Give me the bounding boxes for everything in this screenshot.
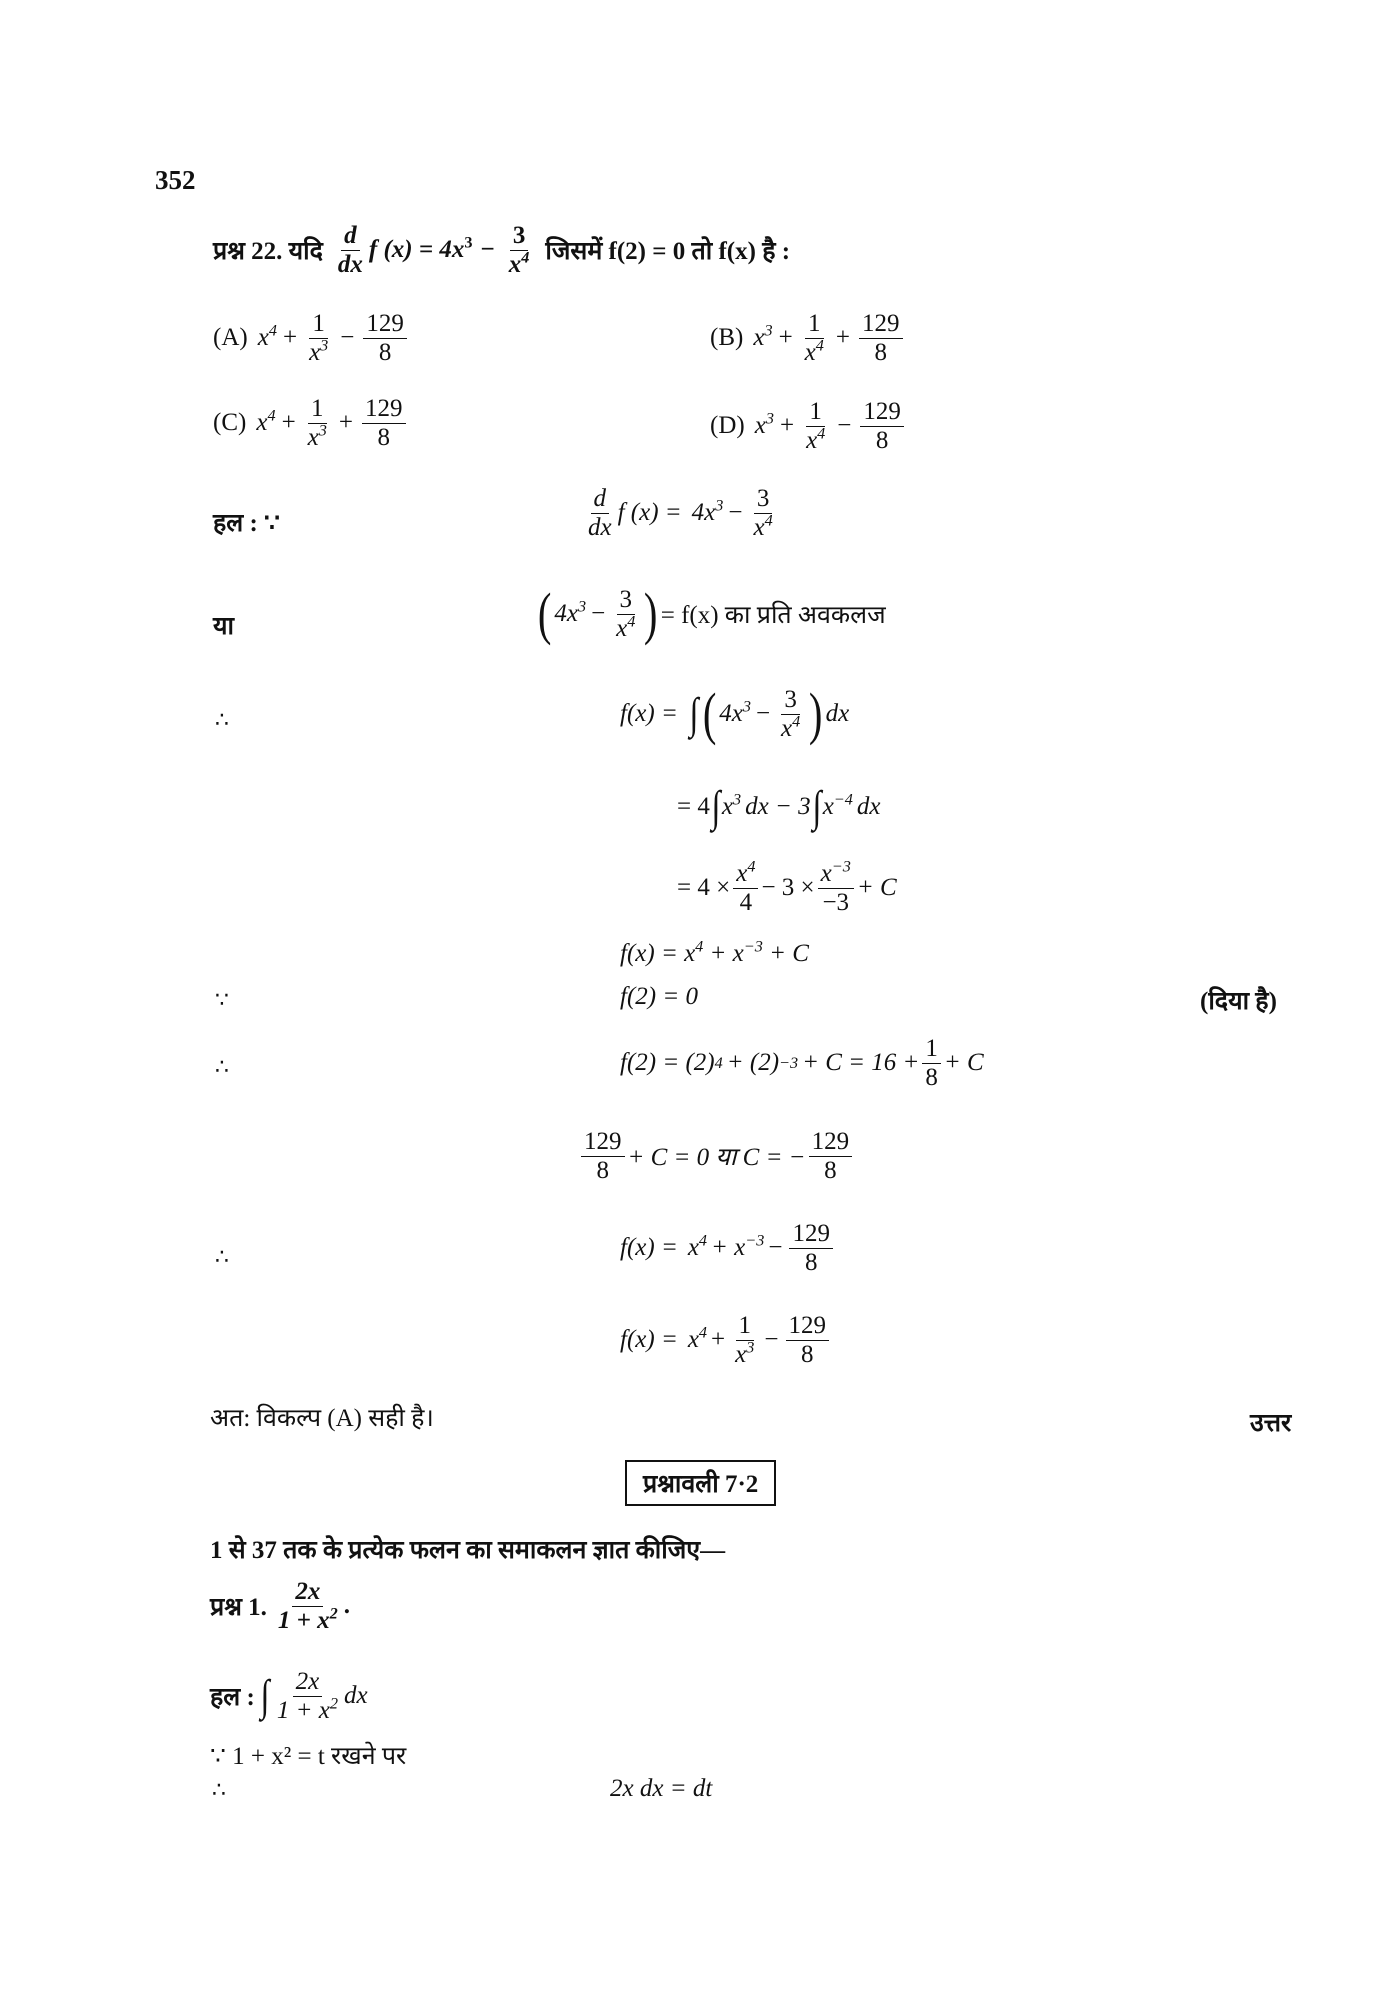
option-c-label: (C)	[213, 409, 247, 436]
step-antiderivative: ( $4x^3$ − $\frac{3}{x^4}$ ) = f(x) का प्रति अवकलज	[537, 581, 886, 646]
conclusion: अत: विकल्प (A) सही है।	[210, 1405, 434, 1432]
hal-label: हल :	[210, 1684, 255, 1711]
x: x	[687, 1326, 699, 1353]
x: x	[687, 1234, 699, 1261]
num: 3	[754, 485, 773, 514]
exp: 3	[746, 1337, 755, 1356]
den1: x	[806, 426, 818, 454]
x: x	[781, 714, 793, 742]
page-number: 352	[155, 165, 196, 195]
therefore-symbol: ∴	[215, 708, 229, 733]
den1: x	[804, 338, 816, 366]
exp: 3	[764, 321, 773, 340]
mid: + x	[711, 1234, 746, 1261]
or-label: या	[213, 613, 234, 640]
dx: dx	[588, 513, 612, 541]
exp: −3	[745, 1231, 765, 1250]
step-split-integral	[677, 782, 881, 831]
d-numerator: d	[341, 222, 360, 251]
exp: 3	[577, 597, 587, 616]
num: 2x	[293, 1668, 323, 1697]
dx: dx	[825, 700, 850, 727]
x: x	[616, 614, 628, 642]
den: 1 + x	[277, 1606, 330, 1634]
den: 8	[801, 1340, 814, 1368]
step-integral: f(x) = ∫ ( $4x^3$ − $\frac{3}{x^4}$ ) dx	[620, 681, 850, 746]
question-22	[213, 222, 790, 278]
mid: + x	[709, 940, 744, 967]
coef: = 4	[677, 793, 710, 820]
exp: 4	[695, 937, 704, 956]
minus: −	[768, 1234, 783, 1261]
den1: x	[309, 338, 321, 366]
three-over-x4	[506, 222, 533, 278]
option-c	[213, 395, 409, 451]
num1: 1	[309, 310, 328, 339]
num2: 129	[362, 395, 406, 424]
lhs: f (x) =	[617, 499, 682, 526]
minus: −	[755, 700, 771, 727]
option-a-label: (A)	[213, 324, 248, 351]
exp: 4	[627, 611, 636, 630]
step-evaluate	[677, 857, 897, 916]
exp: 3	[765, 409, 774, 428]
minus-sign: −	[480, 236, 495, 263]
num2: 129	[363, 310, 407, 339]
answer-tag: उत्तर	[1250, 1410, 1292, 1437]
den: 8	[824, 1156, 837, 1184]
option-d	[710, 398, 907, 454]
plus: +	[711, 1326, 726, 1353]
because-symbol: ∵	[215, 988, 229, 1013]
exp: 4	[747, 857, 756, 876]
fx-text: f (x) = 4x	[368, 236, 465, 263]
den2: 8	[378, 338, 392, 366]
a: f(2) = (2)	[620, 1049, 715, 1076]
num: 129	[809, 1128, 853, 1157]
b: + (2)	[726, 1049, 780, 1076]
denexp: 4	[815, 335, 824, 354]
lhs: f(x) =	[620, 1326, 678, 1353]
option-b	[710, 310, 906, 366]
den: 1 + x	[276, 1696, 330, 1724]
question-condition: जिसमें f(2) = 0 तो f(x) है :	[545, 238, 791, 265]
den2: 8	[874, 338, 888, 366]
mid: − 3 ×	[761, 874, 815, 901]
step-fx-result	[620, 937, 809, 968]
exp: −3	[743, 937, 763, 956]
integral-icon: ∫	[812, 782, 822, 831]
antiderivative-text: = f(x) का प्रति अवकलज	[660, 602, 886, 629]
denexp: 3	[320, 335, 329, 354]
option-b-label: (B)	[710, 324, 744, 351]
exp: 3	[733, 790, 742, 809]
step-given: f(2) = 0	[620, 983, 698, 1010]
x: x	[822, 793, 834, 820]
exp: 4	[792, 711, 801, 730]
num: 2x	[292, 1578, 323, 1607]
base: x	[257, 324, 269, 351]
dx: dx	[856, 793, 881, 820]
denexp: 4	[817, 423, 826, 442]
exercise-title: प्रश्नावली 7·2	[625, 1460, 776, 1506]
integral-icon: ∫	[711, 782, 721, 831]
num1: 1	[308, 395, 327, 424]
num: 1	[736, 1312, 755, 1341]
exp: 4	[698, 1323, 708, 1342]
rhs: 4x	[719, 700, 743, 727]
den: 8	[925, 1063, 938, 1091]
dx-denominator: dx	[337, 250, 363, 278]
num: 129	[581, 1128, 625, 1157]
den1: x	[307, 423, 319, 451]
exp: 4	[698, 1231, 708, 1250]
therefore-symbol: ∴	[215, 1245, 229, 1270]
lhs: f(x) =	[620, 1234, 678, 1261]
op1: +	[779, 412, 795, 439]
den2: 8	[875, 426, 889, 454]
op1: +	[778, 324, 793, 351]
tail: + C	[856, 874, 897, 901]
lhs: f(x) = x	[620, 940, 696, 967]
x: x	[736, 860, 748, 887]
x: x	[508, 250, 522, 278]
op1: +	[282, 324, 298, 351]
den: 4	[739, 888, 753, 916]
step-derivative	[582, 485, 779, 541]
therefore-symbol: ∴	[215, 1055, 229, 1080]
question-1: प्रश्न 1. $\frac{2x}{1 + x^2}$ .	[210, 1578, 351, 1634]
exp: 4	[764, 510, 773, 529]
denominator-x4	[506, 247, 533, 279]
step-fx-with-c	[620, 1220, 836, 1276]
exp-4: 4	[521, 247, 530, 266]
base: x	[256, 409, 268, 436]
num: 129	[789, 1220, 833, 1249]
num: 1	[922, 1035, 941, 1064]
lhs: f(x) =	[620, 700, 678, 727]
c: + C = 16 +	[802, 1049, 920, 1076]
exercise-instruction: 1 से 37 तक के प्रत्येक फलन का समाकलन ज्ञात कीजिए—	[210, 1537, 726, 1564]
x: x	[820, 860, 832, 887]
integral-icon: ∫	[689, 689, 699, 738]
step-solve-c	[578, 1128, 855, 1184]
op2: +	[835, 324, 851, 351]
d: d	[591, 485, 610, 514]
mid: + C = 0 या C = −	[627, 1144, 806, 1171]
x: x	[735, 1340, 747, 1368]
num: 3	[781, 686, 800, 715]
step-final-fx	[620, 1312, 832, 1368]
num: 3	[617, 586, 636, 615]
num1: 1	[806, 398, 825, 427]
exp: 3	[715, 496, 724, 515]
given-note: (दिया है)	[1200, 988, 1277, 1015]
exp: 2	[329, 1693, 338, 1712]
num1: 1	[805, 310, 824, 339]
num: 129	[786, 1312, 830, 1341]
den2: 8	[377, 423, 391, 451]
op1: +	[281, 409, 296, 436]
op2: −	[837, 412, 852, 439]
therefore-symbol: ∴	[212, 1778, 226, 1803]
q1-solution	[210, 1668, 368, 1724]
exp: 4	[267, 406, 276, 425]
den: −3	[822, 888, 850, 916]
mid: dx − 3	[745, 793, 811, 820]
num2: 129	[859, 310, 903, 339]
differential-line: 2x dx = dt	[610, 1775, 713, 1802]
tail: + C	[769, 940, 809, 967]
rhs: 4x	[691, 499, 716, 526]
minus: −	[591, 600, 606, 627]
derivative-operator	[335, 222, 366, 278]
base: x	[753, 324, 765, 351]
exp: 2	[329, 1603, 338, 1622]
numerator-3: 3	[510, 222, 529, 251]
den: 8	[596, 1156, 609, 1184]
fx-expression	[368, 233, 473, 264]
question-22-label: प्रश्न 22. यदि	[213, 238, 323, 265]
exp: 3	[742, 697, 751, 716]
step-substitute: f(2) = (2) 4 + (2) −3 + C = 16 + $\frac{1}{8}$ + C	[620, 1035, 984, 1091]
q1-label: प्रश्न 1.	[210, 1594, 267, 1621]
exp-3: 3	[464, 233, 473, 252]
x: x	[753, 513, 765, 541]
rhs: 4x	[554, 600, 578, 627]
substitution-line: ∵ 1 + x² = t रखने पर	[210, 1743, 407, 1770]
solution-label: हल : ∵	[213, 510, 280, 537]
x: x	[721, 793, 734, 820]
dx: dx	[343, 1682, 368, 1709]
minus: −	[764, 1326, 779, 1353]
exp: 4	[268, 321, 277, 340]
option-a	[213, 310, 410, 366]
minus: −	[728, 499, 743, 526]
option-d-label: (D)	[710, 412, 745, 439]
integral-icon: ∫	[260, 1671, 270, 1720]
op2: +	[338, 409, 354, 436]
op2: −	[340, 324, 355, 351]
tail: + C	[943, 1049, 984, 1076]
exp: −3	[831, 857, 851, 876]
num2: 129	[860, 398, 904, 427]
denexp: 3	[318, 420, 327, 439]
den: 8	[804, 1248, 818, 1276]
exp: −4	[833, 790, 853, 809]
eq: = 4 ×	[677, 874, 731, 901]
base: x	[754, 412, 766, 439]
